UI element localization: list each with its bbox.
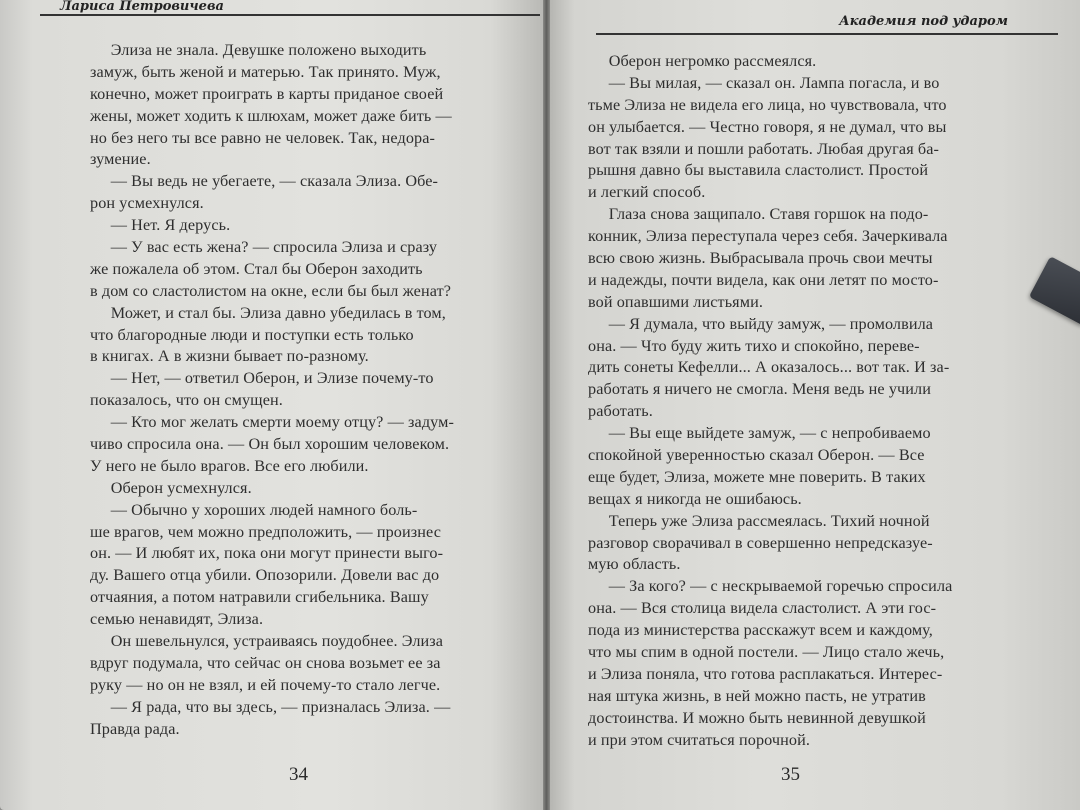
text-line: но без него ты все равно не человек. Так, недора- xyxy=(90,128,436,147)
running-head-title: Академия под ударом xyxy=(839,14,1008,29)
text-line: что благородные люди и поступки есть только xyxy=(90,325,414,344)
header-rule xyxy=(596,33,1058,35)
text-line: замуж, быть женой и матерью. Так принято. Муж, xyxy=(90,62,441,81)
book-spine-gutter xyxy=(543,0,550,810)
text-line: он улыбается. — Честно говоря, я не думал, что вы xyxy=(588,117,947,136)
text-line: конник, Элиза переступала через себя. Зачеркивала xyxy=(588,227,948,246)
text-line: вдруг подумала, что сейчас он снова возьмет ее за xyxy=(90,653,441,672)
text-line: показалось, что он смущен. xyxy=(90,391,283,410)
text-line: рон усмехнулся. xyxy=(90,194,204,213)
text-line: вот так взяли и пошли работать. Любая другая ба- xyxy=(588,139,939,158)
text-line: — Вы ведь не убегаете, — сказала Элиза. Обе- xyxy=(90,172,439,191)
text-line: — Кто мог желать смерти моему отцу? — задум- xyxy=(90,413,454,432)
text-line: достоинства. И можно быть невинной девушкой xyxy=(588,708,926,727)
text-line: она. — Вся столица видела сластолист. А эти гос- xyxy=(588,599,937,618)
text-line: пода из министерства расскажут всем и каждому, xyxy=(588,621,933,640)
page-number: 35 xyxy=(781,764,800,785)
text-line: работать я ничего не смогла. Меня ведь не учили xyxy=(588,380,931,399)
text-line: семью ненавидят, Элиза. xyxy=(90,610,264,629)
text-line: — Я думала, что выйду замуж, — промолвила xyxy=(588,314,934,333)
text-line: дить сонеты Кефелли... А оказалось... вот так. И за- xyxy=(588,358,950,377)
text-line: и Элиза поняла, что готова расплакаться. Интерес- xyxy=(588,664,943,683)
text-line: она. — Что буду жить тихо и спокойно, переве- xyxy=(588,336,920,355)
text-line: и надежды, почти видела, как они летят по мосто- xyxy=(588,270,939,289)
text-line: отчаяния, а потом натравили сгибельника. Вашу xyxy=(90,588,429,607)
text-line: еще будет, Элиза, можете мне поверить. В таких xyxy=(588,467,926,486)
text-line: Оберон усмехнулся. xyxy=(90,478,252,497)
text-line: разговор сворачивал в совершенно непредсказуе- xyxy=(588,533,933,552)
running-head-author: Лариса Петровичева xyxy=(60,0,224,14)
text-line: тьме Элиза не видела его лица, но чувствовала, что xyxy=(588,95,947,114)
text-line: всю свою жизнь. Выбрасывала прочь свои мечты xyxy=(588,249,933,268)
text-line: — У вас есть жена? — спросила Элиза и сразу xyxy=(90,238,438,257)
text-line: У него не было врагов. Все его любили. xyxy=(90,456,369,475)
text-line: Теперь уже Элиза рассмеялась. Тихий ночной xyxy=(588,511,930,530)
text-line: Он шевельнулся, устраиваясь поудобнее. Элиза xyxy=(90,632,444,651)
right-page xyxy=(548,0,1080,810)
text-line: ная штука жизнь, в ней можно пасть, не утратив xyxy=(588,686,926,705)
text-line: Может, и стал бы. Элиза давно убедилась в том, xyxy=(90,303,446,322)
text-line: что мы спим в одной постели. — Лицо стало жечь, xyxy=(588,643,945,662)
text-line: мую область. xyxy=(588,555,681,574)
text-line: Элиза не знала. Девушке положено выходить xyxy=(90,41,427,59)
text-line: вой опавшими листьями. xyxy=(588,292,763,311)
text-line: — Нет, — ответил Оберон, и Элизе почему-то xyxy=(90,369,434,388)
text-line: в дом со сластолистом на окне, если бы был женат? xyxy=(90,281,452,300)
text-line: — Обычно у хороших людей намного боль- xyxy=(90,500,418,519)
text-line: — За кого? — с нескрываемой горечью спросила xyxy=(588,577,953,596)
page-number: 34 xyxy=(289,764,308,785)
bookmark-ribbon xyxy=(1029,256,1080,326)
text-line: он. — И любят их, пока они могут принести выго- xyxy=(90,544,444,563)
text-line: ду. Вашего отца убили. Опозорили. Довели вас до xyxy=(90,566,440,585)
text-line: вещах я никогда не ошибаюсь. xyxy=(588,489,802,508)
text-line: жены, может ходить к шлюхам, может даже бить — xyxy=(90,106,452,125)
text-line: зумение. xyxy=(90,150,151,169)
header-rule xyxy=(40,14,540,16)
text-line: конечно, может проиграть в карты приданое своей xyxy=(90,84,444,103)
text-line: и легкий способ. xyxy=(588,183,706,202)
text-line: руку — но он не взял, и ей почему-то стало легче. xyxy=(90,675,441,694)
text-line: — Вы еще выйдете замуж, — с непробиваемо xyxy=(588,424,931,443)
text-line: в книгах. А в жизни бывает по-разному. xyxy=(90,347,369,366)
text-line: чиво спросила она. — Он был хорошим человеком. xyxy=(90,435,450,454)
text-line: Оберон негромко рассмеялся. xyxy=(588,52,817,70)
text-line: — Вы милая, — сказал он. Лампа погасла, и во xyxy=(588,73,940,92)
left-page-text xyxy=(90,40,515,741)
text-line: же пожалела об этом. Стал бы Оберон заходить xyxy=(90,259,423,278)
text-line: — Я рада, что вы здесь, — призналась Элиза. — xyxy=(90,697,451,716)
text-line: работать. xyxy=(588,402,653,421)
text-line: рышня давно бы выставила сластолист. Простой xyxy=(588,161,929,180)
text-line: Глаза снова защипало. Ставя горшок на подо- xyxy=(588,205,929,224)
text-line: спокойной уверенностью сказал Оберон. — Все xyxy=(588,446,925,465)
right-page-text xyxy=(588,51,1003,752)
text-line: и при этом считаться порочной. xyxy=(588,730,811,749)
text-line: Правда рада. xyxy=(90,719,180,738)
text-line: ше врагов, чем можно предположить, — произнес xyxy=(90,522,441,541)
text-line: — Нет. Я дерусь. xyxy=(90,216,231,235)
